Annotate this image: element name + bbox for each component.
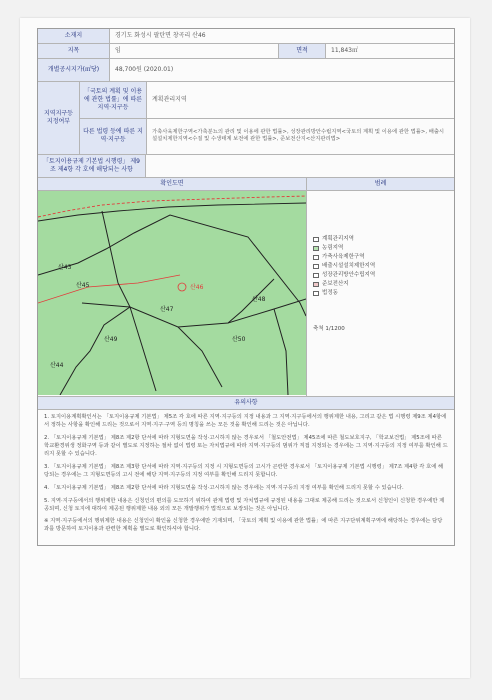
legend-item: [313, 289, 454, 298]
legend-panel: [307, 178, 454, 396]
map-parcel-label: 산43: [58, 264, 72, 272]
land-category-label: 지목: [38, 44, 110, 58]
legend-label: 성장관리방안수립지역: [322, 271, 376, 278]
cadastral-map: [38, 191, 306, 395]
zone-designation-label: 지역지구등 지정여부: [38, 82, 80, 154]
legend-swatch: [313, 273, 319, 278]
map-header: 확인도면: [38, 178, 306, 191]
national-law-zone-label: 「국토의 계획 및 이용에 관한 법률」에 따른 지역·지구등: [80, 82, 146, 119]
enforcement-decree-label: 「토지이용규제 기본법 시행령」 제9조 제4항 각 호에 해당되는 사항: [38, 155, 146, 177]
legend-swatch: [313, 291, 319, 296]
legend-label: 준보전산지: [322, 280, 349, 287]
legend-item: [313, 271, 454, 280]
map-parcel-label: 산49: [104, 336, 118, 344]
area-value: 11,843㎡: [331, 46, 358, 54]
legend-label: 법정동: [322, 289, 338, 296]
land-price-row: [38, 59, 454, 82]
map-parcel-label: 산44: [50, 362, 64, 370]
map-panel: [38, 178, 307, 396]
legend-header: 범례: [307, 178, 454, 191]
other-law-zone-label: 다른 법령 등에 따른 지역·지구등: [80, 119, 146, 155]
other-law-zone-value: 가축사육제한구역<가축분뇨의 관리 및 이용에 관한 법률>, 성장관리방안수립지역<국토의 계획 및 이용에 관한 법률>, 배출시설설치제한지역<수질 및 수생태계 보전에 관한 법률>, 준보전산지<산지관리법>: [152, 128, 445, 143]
note-paragraph: 1. 토지이용계획확인서는 「토지이용규제 기본법」 제5조 각 호에 따른 지역·지구등의 지정 내용과 그 지역·지구등에서의 행위제한 내용, 그리고 같은 법 시행령 제9조 제4항에서 정하는 사항을 확인해 드리는 것으로서 지역·지구·구역 등의 명칭을 쓰는 모든 것을 확인해 드리는 것은 아닙니다.: [44, 414, 447, 429]
notes-body: [38, 410, 454, 545]
map-scale: 축척 1/1200: [313, 326, 345, 333]
note-paragraph: 4. 「토지이용규제 기본법」 제8조 제2항 단서에 따라 지형도면을 작성·고시하지 않는 경우에는 지역·지구등의 지정 여부를 확인해 드리지 못할 수 있습니다.: [44, 484, 404, 491]
legend-swatch: [313, 264, 319, 269]
map-parcel-label: 산48: [252, 296, 266, 304]
legend-label: 농림지역: [322, 244, 344, 251]
enforcement-decree-row: [38, 155, 454, 178]
legend-label: 배출시설설치제한지역: [322, 262, 376, 269]
location-value: 경기도 화성시 팔탄면 창곡리 산46: [115, 31, 206, 39]
zone-designation-row: [38, 82, 454, 155]
legend-swatch: [313, 237, 319, 242]
legend-item: [313, 262, 454, 271]
map-legend-section: [38, 178, 454, 397]
legend-label: 가축사육제한구역: [322, 253, 365, 260]
land-price-label: 개별공시지가(㎡당): [38, 59, 110, 81]
legend-label: 계획관리지역: [322, 235, 354, 242]
legend-item: [313, 280, 454, 289]
map-parcel-label: 산47: [160, 306, 174, 314]
legend-item: [313, 244, 454, 253]
note-paragraph: ※ 지역·지구등에서의 행위제한 내용은 신청인이 확인을 신청한 경우에만 기재되며, 「국토의 계획 및 이용에 관한 법률」에 따른 지구단위계획구역에 해당하는 경우에는 담당 과를 방문하여 토지이용과 관련한 계획을 별도로 확인하셔야 합니다.: [44, 518, 443, 533]
location-label: 소재지: [38, 29, 110, 43]
land-category-value: 임: [115, 46, 121, 54]
note-paragraph: 3. 「토지이용규제 기본법」 제8조 제3항 단서에 따라 지역·지구등의 지정 시 지형도면등의 고시가 곤란한 경우로서 「토지이용규제 기본법 시행령」 제7조 제4항 각 호에 해당되는 경우에는 그 지형도면등의 고시 전에 해당 지역·지구등의 지정 여부를 확인해 드리지 못합니다.: [44, 463, 444, 478]
legend-swatch: [313, 255, 319, 260]
land-use-plan-certificate: [37, 28, 455, 546]
legend-list: [307, 191, 454, 298]
area-label: 면적: [278, 44, 326, 58]
category-area-row: [38, 44, 454, 59]
map-parcel-label: 산50: [232, 336, 246, 344]
legend-swatch: [313, 246, 319, 251]
note-paragraph: 2. 「토지이용규제 기본법」 제8조 제2항 단서에 따라 지형도면을 작성·고시하지 않는 경우로서 「철도안전법」 제45조에 따른 철도보호지구, 「학교보건법」 제5조에 따른 학교환경위생 정화구역 등과 같이 별도로 지정하는 절차 없이 법령 또는 자치법규에 따라 지역·지구등의 범위가 직접 지정되는 경우에는 그 지역·지구등의 지정 여부를 확인해 드리지 못할 수 있습니다.: [44, 434, 448, 457]
location-row: [38, 29, 454, 44]
enforcement-decree-value: [146, 155, 454, 177]
land-price-value: 48,700원 (2020.01): [115, 65, 174, 73]
national-law-zone-value: 계획관리지역: [147, 82, 454, 119]
legend-item: [313, 253, 454, 262]
map-parcel-label: 산45: [76, 282, 90, 290]
legend-item: [313, 235, 454, 244]
notes-header: 유의사항: [38, 397, 454, 410]
document-page: [20, 18, 470, 678]
note-paragraph: 5. 지역·지구등에서의 행위제한 내용은 신청인의 편의를 도모하기 위하여 관계 법령 및 자치법규에 규정된 내용을 그대로 제공해 드리는 것으로서 신청인이 신청한 경우에만 제공되며, 신청 토지에 대하여 제공된 행위제한 내용 외의 모든 개발행위가 법적으로 보장되는 것은 아닙니다.: [44, 497, 445, 512]
legend-swatch: [313, 282, 319, 287]
map-parcel-label: 산46: [190, 284, 204, 292]
